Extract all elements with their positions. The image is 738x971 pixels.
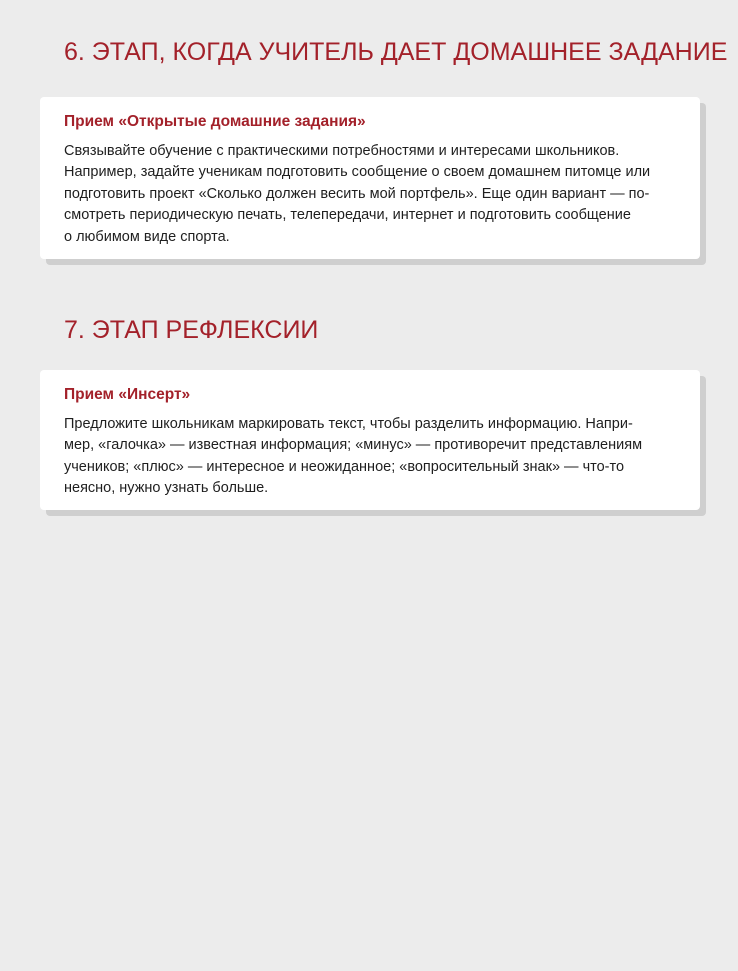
tip-text-line: мер, «галочка» — известная информация; «минус» — противоречит представлениям [64, 437, 643, 454]
tip-text-line: о любимом виде спорта. [64, 228, 230, 245]
tip-text-line: Предложите школьникам маркировать текст, чтобы разделить информацию. Напри- [64, 416, 633, 432]
tip-text-line: Например, задайте ученикам подготовить сообщение о своем домашнем питомце или [64, 164, 651, 181]
tip-heading: Прием «Инсерт» [64, 386, 191, 403]
tip-text-line: смотреть периодическую печать, телепередачи, интернет и подготовить сообщение [64, 207, 631, 224]
section-title-reflection: 7. ЭТАП РЕФЛЕКСИИ [64, 316, 319, 344]
tip-card-insert [40, 370, 700, 510]
tip-text-line: Связывайте обучение с практическими потребностями и интересами школьников. [64, 143, 620, 159]
section-title-homework: 6. ЭТАП, КОГДА УЧИТЕЛЬ ДАЕТ ДОМАШНЕЕ ЗАДАНИЕ [64, 38, 728, 66]
tip-text-line: подготовить проект «Сколько должен весить мой портфель». Еще один вариант — по- [64, 185, 650, 202]
tip-text-line: учеников; «плюс» — интересное и неожиданное; «вопросительный знак» — что-то [64, 458, 625, 475]
tip-text-line: неясно, нужно узнать больше. [64, 480, 269, 497]
tip-heading: Прием «Открытые домашние задания» [64, 113, 366, 130]
tip-card-homework [40, 97, 700, 259]
